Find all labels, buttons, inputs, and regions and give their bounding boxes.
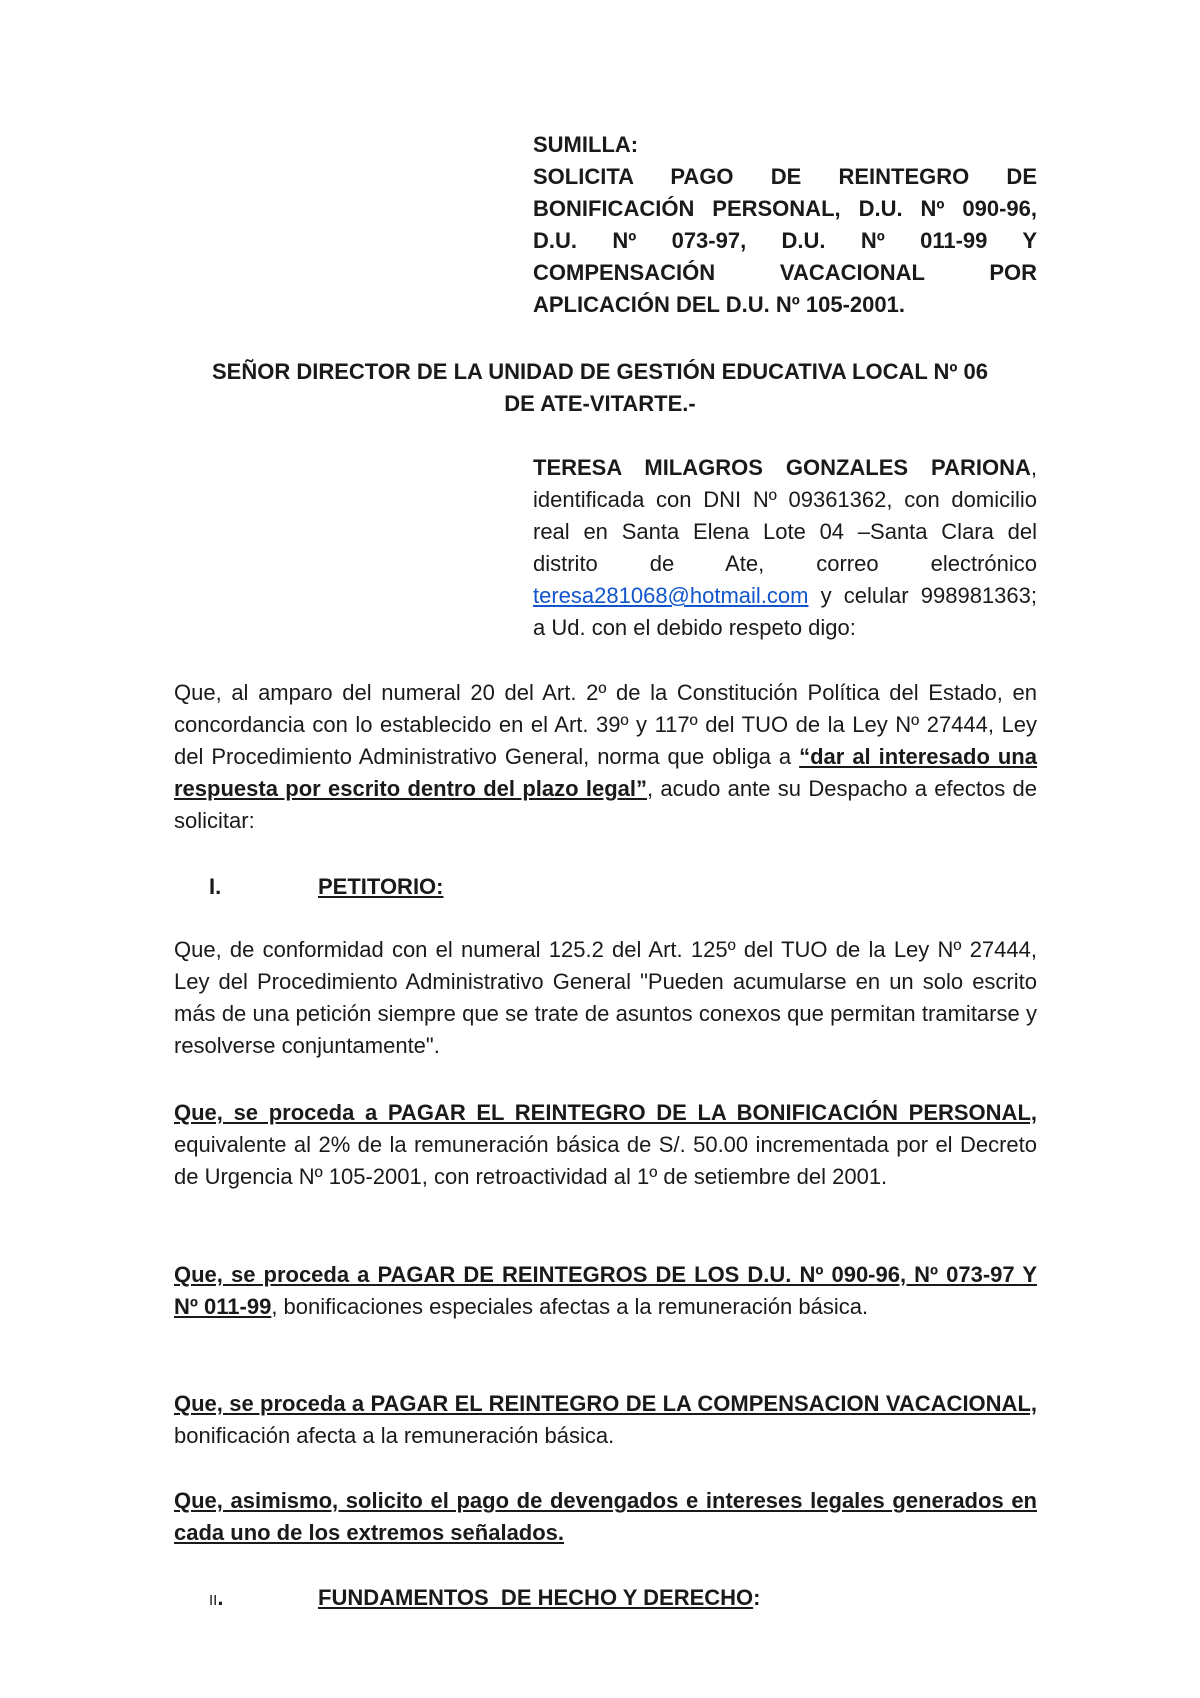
applicant-block — [533, 452, 1037, 644]
section-number-roman: II — [209, 1592, 218, 1609]
applicant-email-link[interactable]: teresa281068@hotmail.com — [533, 583, 809, 608]
section-number — [209, 1582, 223, 1617]
section-title-suffix: : — [753, 1585, 761, 1610]
paragraph-emphasis: Que, se proceda a PAGAR EL REINTEGRO DE LA BONIFICACIÓN PERSONAL, — [174, 1100, 1037, 1125]
section-number: I. — [209, 874, 222, 899]
paragraph-emphasis: Que, asimismo, solicito el pago de devengados e intereses legales generados en cada uno de los extremos señalados. — [174, 1488, 1037, 1545]
applicant-name: TERESA MILAGROS GONZALES PARIONA — [533, 455, 1031, 480]
section-heading-fundamentos — [209, 1582, 909, 1614]
petitorio-paragraph-4 — [174, 1388, 1037, 1452]
petitorio-paragraph-3 — [174, 1259, 1037, 1323]
addressee-block — [160, 356, 1040, 420]
sumilla-text: SOLICITA PAGO DE REINTEGRO DE BONIFICACIÓN PERSONAL, D.U. Nº 090-96, D.U. Nº 073-97, D.U. Nº 011-99 Y COMPENSACIÓN VACACIONAL POR APLICACIÓN DEL D.U. Nº 105-2001. — [533, 164, 1037, 317]
applicant-details: identificada con DNI Nº 09361362, con domicilio real en Santa Elena Lote 04 –Santa Clara del distrito de Ate, correo electrónico — [533, 487, 1037, 576]
section-title-wrap — [318, 1582, 761, 1614]
petitorio-paragraph-5 — [174, 1485, 1037, 1549]
paragraph-text: bonificación afecta a la remuneración básica. — [174, 1423, 615, 1448]
sumilla-block — [533, 129, 1037, 321]
intro-paragraph — [174, 677, 1037, 837]
petitorio-paragraph-1 — [174, 934, 1037, 1062]
section-title: FUNDAMENTOS DE HECHO Y DERECHO — [318, 1585, 754, 1610]
paragraph-text: equivalente al 2% de la remuneración básica de S/. 50.00 incrementada por el Decreto de Urgencia Nº 105-2001, con retroactividad al 1º de setiembre del 2001. — [174, 1132, 1037, 1189]
section-number-suffix: . — [217, 1585, 224, 1610]
paragraph-emphasis: Que, se proceda a PAGAR DE REINTEGROS DE LOS D.U. Nº 090-96, Nº 073-97 Y Nº 011-99 — [174, 1262, 1037, 1319]
paragraph-text: , bonificaciones especiales afectas a la remuneración básica. — [271, 1294, 869, 1319]
addressee-line-2: DE ATE-VITARTE.- — [504, 391, 696, 416]
addressee-line-1: SEÑOR DIRECTOR DE LA UNIDAD DE GESTIÓN EDUCATIVA LOCAL Nº 06 — [211, 359, 989, 384]
applicant-name-suffix: , — [1030, 455, 1037, 480]
paragraph-emphasis: Que, se proceda a PAGAR EL REINTEGRO DE LA COMPENSACION VACACIONAL, — [174, 1391, 1037, 1416]
paragraph-text: Que, de conformidad con el numeral 125.2 del Art. 125º del TUO de la Ley Nº 27444, Ley del Procedimiento Administrativo General "Pueden acumularse en un solo escrito más de una petición siempre que se trate de asuntos conexos que permitan tramitarse y resolverse conjuntamente". — [174, 937, 1037, 1058]
petitorio-paragraph-2 — [174, 1097, 1037, 1193]
section-title: PETITORIO: — [318, 874, 444, 899]
intro-emphasis: “dar al interesado una respuesta por escrito dentro del plazo legal” — [174, 744, 1037, 801]
section-heading-petitorio — [209, 871, 709, 903]
sumilla-label: SUMILLA: — [533, 132, 639, 157]
applicant-closing: y celular 998981363; a Ud. con el debido respeto digo: — [533, 583, 1037, 640]
intro-text-after: , acudo ante su Despacho a efectos de solicitar: — [174, 776, 1037, 833]
intro-text-before: Que, al amparo del numeral 20 del Art. 2º de la Constitución Política del Estado, en concordancia con lo establecido en el Art. 39º y 117º del TUO de la Ley Nº 27444, Ley del Procedimiento Administrativo General, norma que obliga a — [174, 680, 1037, 769]
